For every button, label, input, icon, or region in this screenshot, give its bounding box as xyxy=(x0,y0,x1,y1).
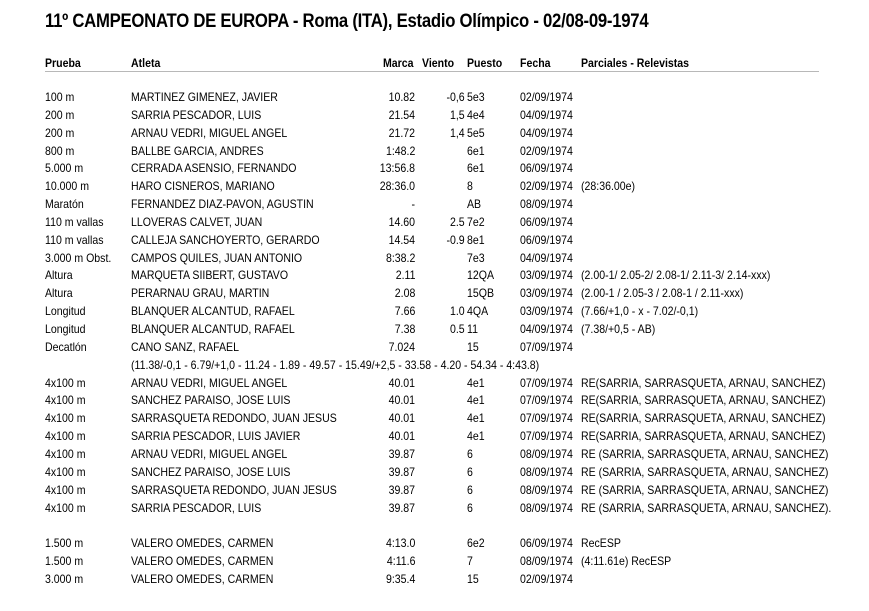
decathlon-partials: (11.38/-0,1 - 6.79/+1,0 - 11.24 - 1.89 - 49.57 - 15.49/+2,5 - 33.58 - 4.20 - 54.34 - 4:43.8) xyxy=(131,358,540,372)
cell-fecha: 03/09/1974 xyxy=(520,286,573,300)
cell-parciales: RE(SARRIA, SARRASQUETA, ARNAU, SANCHEZ) xyxy=(581,393,826,407)
cell-parciales: RE(SARRIA, SARRASQUETA, ARNAU, SANCHEZ) xyxy=(581,429,826,443)
cell-puesto: AB xyxy=(467,197,482,211)
cell-prueba: 200 m xyxy=(45,108,75,122)
cell-atleta: SANCHEZ PARAISO, JOSE LUIS xyxy=(131,393,291,407)
table-row xyxy=(0,144,869,162)
cell-puesto: 15QB xyxy=(467,286,495,300)
cell-prueba: 4x100 m xyxy=(45,465,86,479)
cell-atleta: ARNAU VEDRI, MIGUEL ANGEL xyxy=(131,447,288,461)
cell-parciales: RE (SARRIA, SARRASQUETA, ARNAU, SANCHEZ) xyxy=(581,465,829,479)
cell-puesto: 8e1 xyxy=(467,233,485,247)
cell-fecha: 08/09/1974 xyxy=(520,465,573,479)
column-header-marca: Marca xyxy=(383,56,414,70)
cell-marca: 21.72 xyxy=(388,126,415,140)
table-row xyxy=(0,286,869,304)
cell-fecha: 07/09/1974 xyxy=(520,393,573,407)
table-row xyxy=(0,483,869,501)
cell-viento: 1,5 xyxy=(450,108,465,122)
cell-puesto: 5e3 xyxy=(467,90,485,104)
cell-atleta: CALLEJA SANCHOYERTO, GERARDO xyxy=(131,233,320,247)
cell-prueba: 4x100 m xyxy=(45,447,86,461)
cell-puesto: 6 xyxy=(467,501,473,515)
cell-atleta: SARRASQUETA REDONDO, JUAN JESUS xyxy=(131,483,337,497)
cell-prueba: 4x100 m xyxy=(45,376,86,390)
cell-viento: 2.5 xyxy=(450,215,465,229)
column-header-viento: Viento xyxy=(422,56,455,70)
cell-parciales: RE (SARRIA, SARRASQUETA, ARNAU, SANCHEZ) xyxy=(581,447,829,461)
cell-prueba: 200 m xyxy=(45,126,75,140)
cell-fecha: 02/09/1974 xyxy=(520,179,573,193)
table-row xyxy=(0,215,869,233)
cell-puesto: 8 xyxy=(467,179,473,193)
cell-puesto: 7e2 xyxy=(467,215,485,229)
cell-atleta: CAMPOS QUILES, JUAN ANTONIO xyxy=(131,251,303,265)
cell-atleta: CANO SANZ, RAFAEL xyxy=(131,340,239,354)
cell-atleta: CERRADA ASENSIO, FERNANDO xyxy=(131,161,297,175)
cell-prueba: 4x100 m xyxy=(45,429,86,443)
cell-marca: 7.38 xyxy=(394,322,415,336)
cell-fecha: 07/09/1974 xyxy=(520,340,573,354)
table-row xyxy=(0,304,869,322)
cell-puesto: 6 xyxy=(467,465,473,479)
cell-fecha: 06/09/1974 xyxy=(520,161,573,175)
cell-parciales: (7.66/+1,0 - x - 7.02/-0,1) xyxy=(581,304,699,318)
cell-viento: 1,4 xyxy=(450,126,465,140)
cell-atleta: VALERO OMEDES, CARMEN xyxy=(131,536,274,550)
cell-fecha: 08/09/1974 xyxy=(520,554,573,568)
cell-fecha: 02/09/1974 xyxy=(520,572,573,586)
cell-viento: -0.9 xyxy=(446,233,465,247)
cell-atleta: HARO CISNEROS, MARIANO xyxy=(131,179,275,193)
cell-atleta: ARNAU VEDRI, MIGUEL ANGEL xyxy=(131,126,288,140)
cell-parciales: (2.00-1 / 2.05-3 / 2.08-1 / 2.11-xxx) xyxy=(581,286,744,300)
cell-prueba: 100 m xyxy=(45,90,75,104)
cell-marca: 4:11.6 xyxy=(386,554,415,568)
table-row xyxy=(0,90,869,108)
cell-atleta: VALERO OMEDES, CARMEN xyxy=(131,572,274,586)
cell-marca: 10.82 xyxy=(388,90,415,104)
cell-marca: 7.024 xyxy=(388,340,415,354)
cell-puesto: 4QA xyxy=(467,304,489,318)
column-header-prueba: Prueba xyxy=(45,56,81,70)
cell-puesto: 4e1 xyxy=(467,376,485,390)
cell-puesto: 15 xyxy=(467,572,479,586)
cell-marca: 40.01 xyxy=(388,393,415,407)
table-row xyxy=(0,429,869,447)
cell-puesto: 7e3 xyxy=(467,251,485,265)
cell-marca: - xyxy=(411,197,415,211)
cell-marca: 21.54 xyxy=(388,108,415,122)
cell-prueba: 110 m vallas xyxy=(45,215,104,229)
cell-marca: 39.87 xyxy=(388,501,415,515)
cell-puesto: 12QA xyxy=(467,268,495,282)
cell-marca: 8:38.2 xyxy=(385,251,415,265)
cell-atleta: SARRIA PESCADOR, LUIS JAVIER xyxy=(131,429,301,443)
cell-fecha: 06/09/1974 xyxy=(520,233,573,247)
cell-fecha: 08/09/1974 xyxy=(520,501,573,515)
cell-puesto: 6 xyxy=(467,447,473,461)
table-row xyxy=(0,108,869,126)
cell-fecha: 08/09/1974 xyxy=(520,197,573,211)
cell-puesto: 4e1 xyxy=(467,429,485,443)
cell-puesto: 4e1 xyxy=(467,411,485,425)
cell-marca: 14.60 xyxy=(388,215,415,229)
cell-fecha: 03/09/1974 xyxy=(520,304,573,318)
cell-marca: 14.54 xyxy=(388,233,415,247)
cell-marca: 39.87 xyxy=(388,483,415,497)
table-row xyxy=(0,465,869,483)
cell-viento: 1.0 xyxy=(450,304,465,318)
cell-marca: 40.01 xyxy=(388,411,415,425)
cell-atleta: PERARNAU GRAU, MARTIN xyxy=(131,286,270,300)
cell-marca: 2.11 xyxy=(395,268,415,282)
table-row xyxy=(0,197,869,215)
cell-prueba: 1.500 m xyxy=(45,536,84,550)
cell-puesto: 15 xyxy=(467,340,479,354)
table-row xyxy=(0,251,869,269)
table-row xyxy=(0,179,869,197)
cell-viento: -0,6 xyxy=(446,90,465,104)
table-row xyxy=(0,536,869,554)
table-row xyxy=(0,322,869,340)
cell-prueba: 1.500 m xyxy=(45,554,84,568)
cell-atleta: SANCHEZ PARAISO, JOSE LUIS xyxy=(131,465,291,479)
cell-fecha: 04/09/1974 xyxy=(520,251,573,265)
cell-marca: 39.87 xyxy=(388,447,415,461)
decathlon-detail-row xyxy=(0,358,869,376)
table-row xyxy=(0,554,869,572)
cell-atleta: SARRIA PESCADOR, LUIS xyxy=(131,501,262,515)
cell-atleta: SARRIA PESCADOR, LUIS xyxy=(131,108,262,122)
cell-fecha: 08/09/1974 xyxy=(520,447,573,461)
header-divider xyxy=(45,71,819,72)
cell-marca: 40.01 xyxy=(388,376,415,390)
cell-fecha: 02/09/1974 xyxy=(520,144,573,158)
cell-marca: 40.01 xyxy=(388,429,415,443)
cell-atleta: ARNAU VEDRI, MIGUEL ANGEL xyxy=(131,376,288,390)
cell-parciales: RE(SARRIA, SARRASQUETA, ARNAU, SANCHEZ) xyxy=(581,411,826,425)
column-header-atleta: Atleta xyxy=(131,56,161,70)
cell-marca: 2.08 xyxy=(394,286,415,300)
cell-marca: 13:56.8 xyxy=(379,161,415,175)
cell-parciales: (4:11.61e) RecESP xyxy=(581,554,672,568)
cell-atleta: BALLBE GARCIA, ANDRES xyxy=(131,144,264,158)
table-row xyxy=(0,411,869,429)
table-row xyxy=(0,126,869,144)
cell-atleta: MARQUETA SIIBERT, GUSTAVO xyxy=(131,268,289,282)
cell-puesto: 7 xyxy=(467,554,473,568)
cell-puesto: 6e2 xyxy=(467,536,485,550)
table-row xyxy=(0,501,869,519)
cell-prueba: 4x100 m xyxy=(45,483,86,497)
cell-prueba: 4x100 m xyxy=(45,501,86,515)
cell-atleta: BLANQUER ALCANTUD, RAFAEL xyxy=(131,304,295,318)
cell-puesto: 6e1 xyxy=(467,144,485,158)
cell-parciales: (7.38/+0,5 - AB) xyxy=(581,322,656,336)
cell-prueba: Longitud xyxy=(45,322,86,336)
table-row xyxy=(0,340,869,358)
cell-puesto: 4e1 xyxy=(467,393,485,407)
cell-prueba: 3.000 m Obst. xyxy=(45,251,112,265)
table-row xyxy=(0,233,869,251)
cell-atleta: VALERO OMEDES, CARMEN xyxy=(131,554,274,568)
cell-prueba: 110 m vallas xyxy=(45,233,104,247)
column-header-puesto: Puesto xyxy=(467,56,503,70)
cell-atleta: LLOVERAS CALVET, JUAN xyxy=(131,215,263,229)
cell-marca: 4:13.0 xyxy=(385,536,415,550)
table-row xyxy=(0,161,869,179)
cell-parciales: (2.00-1/ 2.05-2/ 2.08-1/ 2.11-3/ 2.14-xxx) xyxy=(581,268,771,282)
page-title: 11º CAMPEONATO DE EUROPA - Roma (ITA), Estadio Olímpico - 02/08-09-1974 xyxy=(45,11,649,32)
cell-fecha: 04/09/1974 xyxy=(520,126,573,140)
cell-prueba: Maratón xyxy=(45,197,84,211)
cell-fecha: 06/09/1974 xyxy=(520,215,573,229)
cell-marca: 1:48.2 xyxy=(385,144,415,158)
table-row xyxy=(0,268,869,286)
cell-marca: 39.87 xyxy=(388,465,415,479)
cell-fecha: 03/09/1974 xyxy=(520,268,573,282)
cell-puesto: 6 xyxy=(467,483,473,497)
cell-prueba: 3.000 m xyxy=(45,572,84,586)
cell-fecha: 04/09/1974 xyxy=(520,322,573,336)
table-row xyxy=(0,572,869,590)
cell-prueba: Longitud xyxy=(45,304,86,318)
cell-fecha: 07/09/1974 xyxy=(520,376,573,390)
cell-prueba: 5.000 m xyxy=(45,161,84,175)
cell-prueba: Altura xyxy=(45,268,73,282)
cell-atleta: MARTINEZ GIMENEZ, JAVIER xyxy=(131,90,278,104)
cell-atleta: FERNANDEZ DIAZ-PAVON, AGUSTIN xyxy=(131,197,314,211)
cell-atleta: SARRASQUETA REDONDO, JUAN JESUS xyxy=(131,411,337,425)
cell-parciales: RecESP xyxy=(581,536,621,550)
cell-puesto: 5e5 xyxy=(467,126,485,140)
cell-marca: 9:35.4 xyxy=(385,572,415,586)
table-row xyxy=(0,393,869,411)
cell-fecha: 07/09/1974 xyxy=(520,429,573,443)
cell-parciales: RE (SARRIA, SARRASQUETA, ARNAU, SANCHEZ). xyxy=(581,501,832,515)
cell-fecha: 06/09/1974 xyxy=(520,536,573,550)
cell-marca: 7.66 xyxy=(394,304,415,318)
cell-fecha: 08/09/1974 xyxy=(520,483,573,497)
cell-prueba: 4x100 m xyxy=(45,411,86,425)
cell-parciales: RE(SARRIA, SARRASQUETA, ARNAU, SANCHEZ) xyxy=(581,376,826,390)
cell-prueba: 4x100 m xyxy=(45,393,86,407)
column-header-fecha: Fecha xyxy=(520,56,551,70)
cell-fecha: 02/09/1974 xyxy=(520,90,573,104)
cell-viento: 0.5 xyxy=(450,322,465,336)
cell-fecha: 04/09/1974 xyxy=(520,108,573,122)
cell-parciales: (28:36.00e) xyxy=(581,179,636,193)
cell-prueba: Decatlón xyxy=(45,340,87,354)
table-row xyxy=(0,376,869,394)
cell-fecha: 07/09/1974 xyxy=(520,411,573,425)
cell-parciales: RE (SARRIA, SARRASQUETA, ARNAU, SANCHEZ) xyxy=(581,483,829,497)
table-row xyxy=(0,447,869,465)
cell-puesto: 6e1 xyxy=(467,161,485,175)
cell-puesto: 4e4 xyxy=(467,108,485,122)
cell-prueba: 800 m xyxy=(45,144,75,158)
cell-atleta: BLANQUER ALCANTUD, RAFAEL xyxy=(131,322,295,336)
cell-puesto: 11 xyxy=(467,322,478,336)
cell-prueba: Altura xyxy=(45,286,73,300)
cell-marca: 28:36.0 xyxy=(379,179,415,193)
cell-prueba: 10.000 m xyxy=(45,179,90,193)
column-header-parciales: Parciales - Relevistas xyxy=(581,56,690,70)
